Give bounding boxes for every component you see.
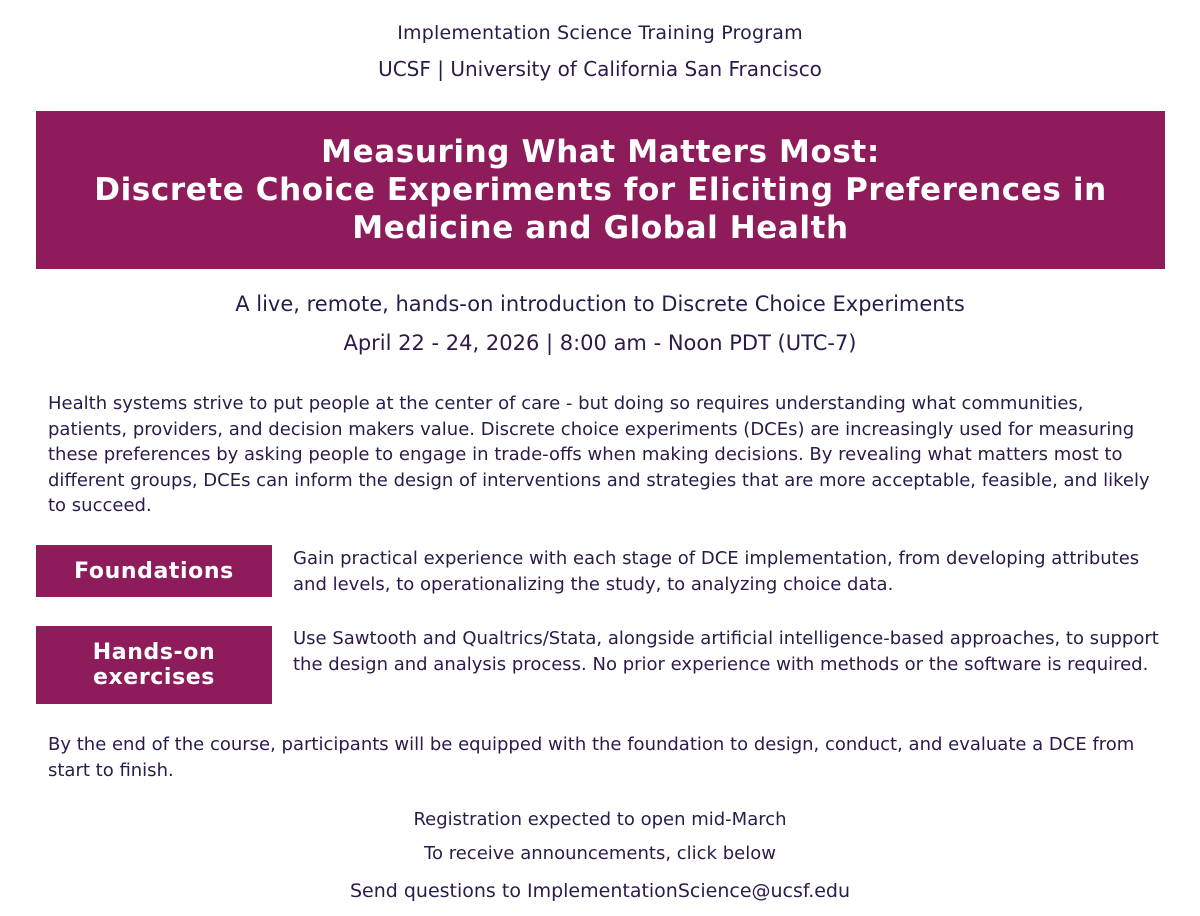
hands-on-label-line-1: Hands-on	[92, 640, 216, 665]
intro-paragraph: Health systems strive to put people at the center of care - but doing so requires understanding what communities, patients, providers, and decision makers value. Discrete choice experiments (DCEs) are increasingly used for measuring these preferences by asking people to engage in trade-offs when making decisions. By revealing what matters most to different groups, DCEs can inform the design of interventions and strategies that are more acceptable, feasible, and likely to succeed.	[48, 393, 1150, 516]
title-line-3: Medicine and Global Health	[352, 210, 849, 246]
foundations-label-text: Foundations	[74, 558, 234, 584]
title-line-1: Measuring What Matters Most:	[321, 134, 880, 170]
registration-note: Registration expected to open mid-March	[413, 809, 787, 830]
title-line-2: Discrete Choice Experiments for Eliciting Preferences in	[94, 172, 1107, 208]
hands-on-description: Use Sawtooth and Qualtrics/Stata, alongside artificial intelligence-based approaches, to support the design and analysis process. No prior experience with methods or the software is required.	[293, 628, 1159, 675]
program-name: Implementation Science Training Program	[397, 22, 803, 44]
foundations-description: Gain practical experience with each stage of DCE implementation, from developing attributes and levels, to operationalizing the study, to analyzing choice data.	[293, 548, 1140, 595]
foundations-label	[36, 545, 272, 597]
contact-email-link[interactable]: ImplementationScience@ucsf.edu	[526, 880, 851, 902]
course-subtitle: A live, remote, hands-on introduction to Discrete Choice Experiments	[235, 292, 965, 316]
announcements-note: To receive announcements, click below	[424, 843, 776, 864]
questions-line	[0, 880, 1200, 902]
title-banner	[36, 111, 1165, 269]
outcome-paragraph: By the end of the course, participants will be equipped with the foundation to design, conduct, and evaluate a DCE from start to finish.	[48, 734, 1135, 781]
hands-on-label	[36, 626, 272, 704]
university-name: UCSF | University of California San Francisco	[378, 57, 822, 81]
hands-on-label-line-2: exercises	[93, 665, 215, 690]
questions-prefix: Send questions to	[349, 880, 527, 902]
course-dates: April 22 - 24, 2026 | 8:00 am - Noon PDT (UTC-7)	[343, 331, 857, 355]
